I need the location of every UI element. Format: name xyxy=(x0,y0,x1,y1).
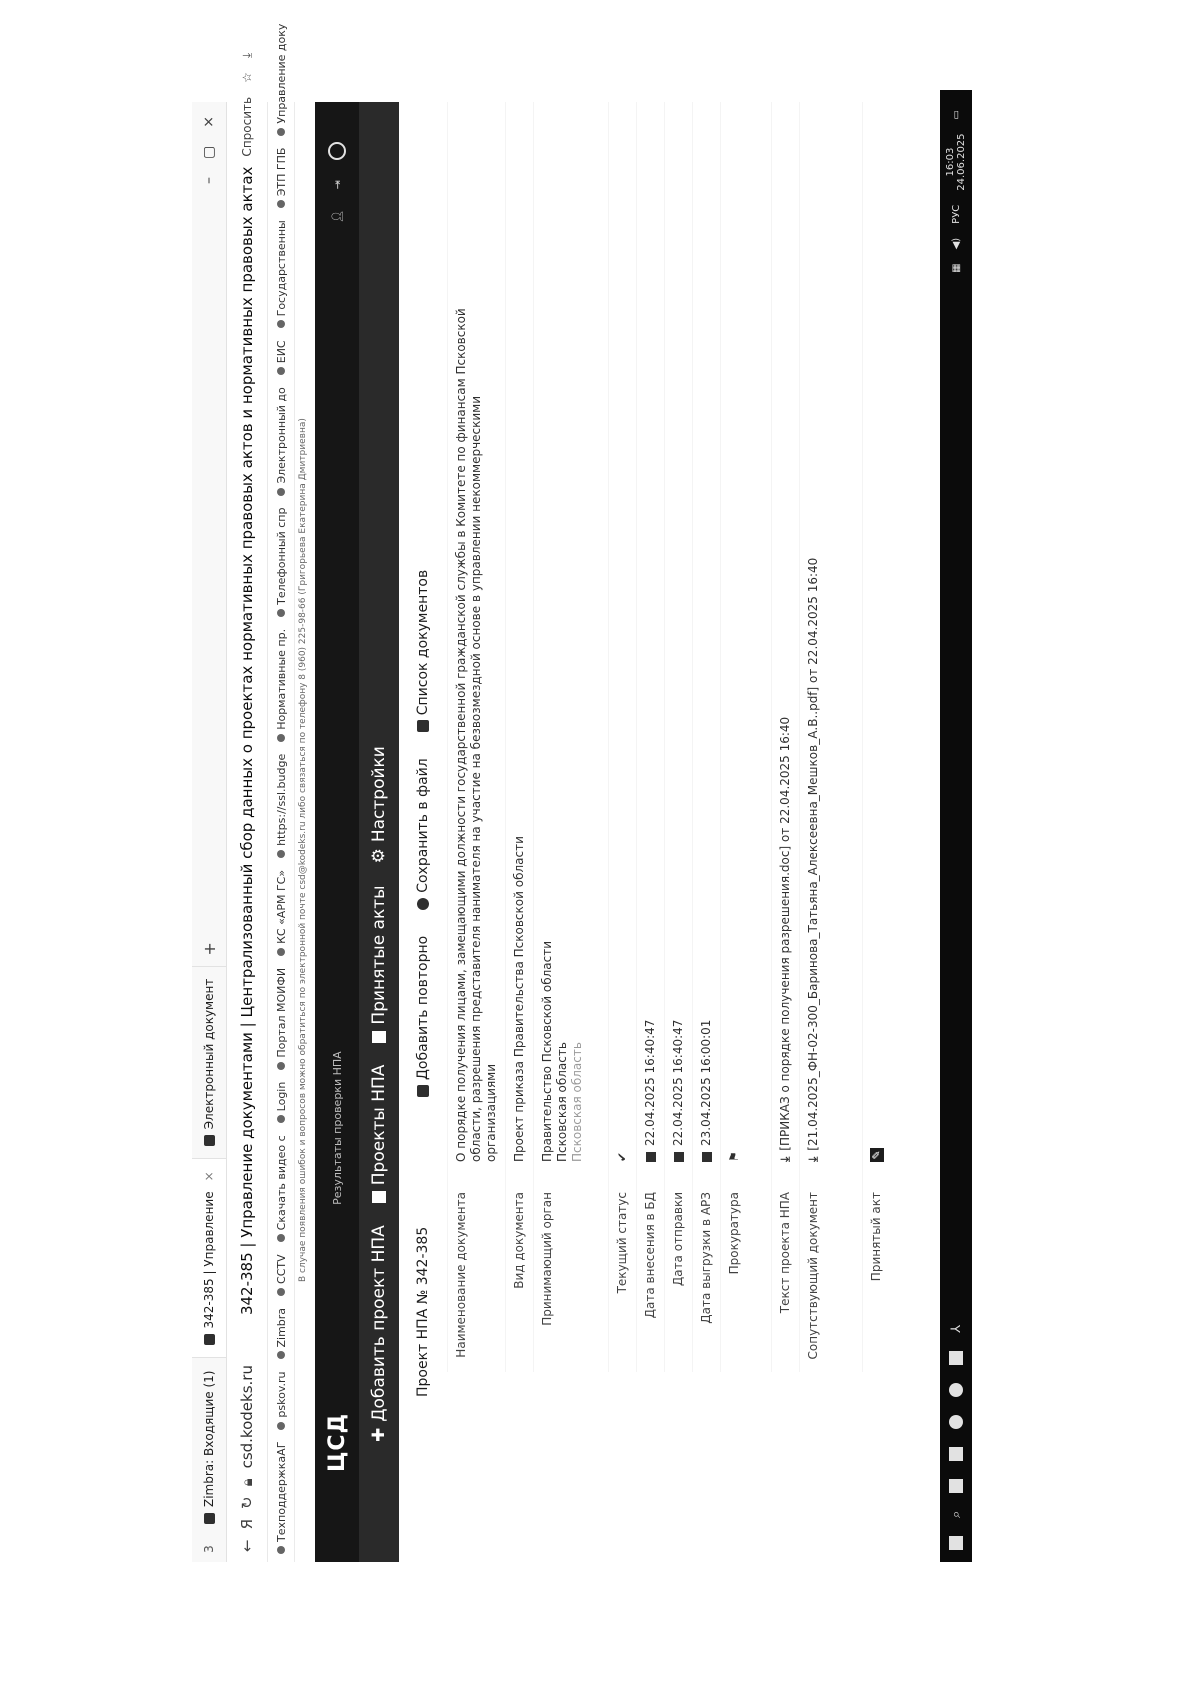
app-icon[interactable] xyxy=(949,1351,963,1365)
tab-management[interactable] xyxy=(192,1158,226,1357)
text-file-link[interactable]: [ПРИКАЗ о порядке получения разрешения.doc] от 22.04.2025 16:40 xyxy=(778,716,792,1151)
lock-icon: 🔒︎ xyxy=(238,1478,256,1487)
calendar-icon xyxy=(646,1152,656,1162)
field-label: Текст проекта НПА xyxy=(778,1192,792,1314)
field-label: Прокуратура xyxy=(727,1192,741,1275)
system-tray xyxy=(945,90,967,273)
field-label: Сопутствующий документ xyxy=(806,1192,820,1360)
field-value xyxy=(540,302,602,1162)
copy-icon xyxy=(417,1085,429,1097)
window-controls xyxy=(201,102,217,184)
bookmark-item[interactable]: Телефонный спр xyxy=(275,508,288,617)
list-icon xyxy=(417,720,429,732)
check-results-link[interactable]: Результаты проверки НПА xyxy=(330,1051,344,1205)
field-row-name xyxy=(447,102,505,1372)
logout-icon[interactable]: ⇥ xyxy=(330,180,344,190)
app-icon[interactable]: ⅄ xyxy=(948,1324,964,1333)
project-toolbar xyxy=(399,102,447,1562)
bookmark-item[interactable]: pskov.ru xyxy=(275,1372,288,1430)
yandex-icon[interactable]: Я xyxy=(238,1518,256,1530)
site-header xyxy=(315,102,359,1562)
close-window-icon[interactable]: × xyxy=(201,116,217,128)
address-bar xyxy=(227,52,268,1562)
ask-button[interactable]: Спросить xyxy=(239,96,254,157)
volume-icon[interactable]: ◀︎) xyxy=(950,237,962,250)
yandex-browser-icon[interactable] xyxy=(949,1415,963,1429)
support-notice: В случае появления ошибок и вопросов можно обратиться по электронной почте csd@kodeks.ru либо связаться по телефону 8 (960) 225-98-66 (Григорьева Екатерина Дмитриевна) xyxy=(298,418,308,1282)
field-row-arz-date xyxy=(692,102,720,1372)
yandex-browser-icon[interactable] xyxy=(949,1383,963,1397)
mail-icon xyxy=(204,1513,215,1524)
field-row-type xyxy=(505,102,533,1372)
main-nav xyxy=(359,102,399,1562)
field-row-prosecutor xyxy=(720,102,771,1372)
new-tab-button[interactable]: + xyxy=(199,942,219,956)
url-field[interactable]: csd.kodeks.ru xyxy=(238,1365,256,1469)
status-check-icon: ✔ xyxy=(615,1151,629,1162)
tab-label: Zimbra: Входящие (1) xyxy=(202,1370,216,1507)
field-label: Дата выгрузки в АРЗ xyxy=(699,1192,713,1324)
organ-line: Псковская область xyxy=(570,1042,584,1162)
network-icon[interactable]: ▦ xyxy=(950,263,962,273)
field-row-organ xyxy=(533,102,608,1372)
tab-zimbra[interactable] xyxy=(192,1358,226,1537)
rotated-screenshot xyxy=(192,23,972,1562)
bookmark-item[interactable]: Скачать видео с xyxy=(275,1135,288,1242)
field-label: Дата внесения в БД xyxy=(643,1192,657,1319)
bookmarks-bar xyxy=(268,23,295,1562)
field-value: Проект приказа Правительства Псковской области xyxy=(512,836,526,1162)
download-icon[interactable]: ⤓ xyxy=(806,1156,820,1162)
bookmark-item[interactable]: ЭТП ГПБ xyxy=(275,148,288,209)
tab-label: Электронный документ xyxy=(202,978,216,1130)
field-label: Принятый акт xyxy=(869,1192,883,1282)
bookmark-item[interactable]: ЕИС xyxy=(275,340,288,375)
bookmark-item[interactable]: CCTV xyxy=(275,1254,288,1296)
bookmark-item[interactable]: КС «АРМ ГС» xyxy=(275,870,288,956)
tab-label: 342-385 | Управление xyxy=(202,1191,216,1329)
field-label: Вид документа xyxy=(512,1192,526,1289)
project-number: Проект НПА № 342-385 xyxy=(415,1226,431,1397)
app-icon[interactable] xyxy=(949,1447,963,1461)
download-icon[interactable]: ⤓ xyxy=(778,1156,792,1162)
field-label: Текущий статус xyxy=(615,1192,629,1294)
organ-line: Правительство Псковской области xyxy=(540,940,554,1162)
tab-strip xyxy=(192,102,227,1562)
user-icon[interactable]: 👤︎ xyxy=(330,209,344,224)
mail-icon xyxy=(204,1135,215,1146)
gear-icon: ⚙ xyxy=(369,848,389,864)
field-value: 23.04.2025 16:00:01 xyxy=(699,1019,713,1146)
close-icon[interactable]: × xyxy=(202,1171,216,1182)
save-to-file-button[interactable]: Сохранить в файл xyxy=(415,758,431,910)
project-details xyxy=(447,102,890,1372)
windows-start-icon[interactable] xyxy=(949,1536,963,1550)
bookmark-item[interactable]: Управление доку xyxy=(275,24,288,136)
accompanying-file-link[interactable]: [21.04.2025_ФН-02-300_Баринова_Татьяна_Алексеевна_Мешков_А.В..pdf] от 22.04.2025 16:40 xyxy=(806,557,820,1151)
field-label: Наименование документа xyxy=(454,1192,468,1358)
nav-settings[interactable]: ⚙ Настройки xyxy=(369,746,389,864)
nav-add-project[interactable]: ✚ Добавить проект НПА xyxy=(369,1225,389,1442)
bookmark-item[interactable]: Zimbra xyxy=(275,1308,288,1360)
maximize-icon[interactable]: ▢ xyxy=(201,145,217,159)
field-row-sent-date xyxy=(664,102,692,1372)
doc-list-button[interactable]: Список документов xyxy=(415,570,431,732)
document-icon xyxy=(372,1031,386,1043)
notifications-icon[interactable]: ▭ xyxy=(950,110,962,120)
field-row-db-date xyxy=(636,102,664,1372)
calendar-icon xyxy=(702,1152,712,1162)
field-row-accompanying xyxy=(799,102,862,1372)
tab-electronic-doc[interactable] xyxy=(192,966,226,1159)
edit-icon[interactable]: ✎ xyxy=(870,1148,884,1162)
document-icon xyxy=(372,1191,386,1203)
bookmark-item[interactable]: Государственны xyxy=(275,220,288,328)
bookmark-item[interactable]: Электронный до xyxy=(275,387,288,495)
taskbar xyxy=(940,90,972,1562)
language-indicator[interactable]: РУС xyxy=(950,204,962,224)
bookmark-item[interactable]: https://ssl.budge xyxy=(275,754,288,858)
field-row-accepted-act xyxy=(862,102,890,1372)
field-value: 22.04.2025 16:40:47 xyxy=(671,1019,685,1146)
field-label: Дата отправки xyxy=(671,1192,685,1287)
field-value: О порядке получения лицами, замещающими должности государственной гражданской службы в Комитете по финансам Псковской области, разрешения представителя нанимателя на участие на безвозмездной основе в управлении некоммерческими организациями xyxy=(454,308,498,1162)
search-icon[interactable]: ⌕ xyxy=(948,1510,964,1518)
bookmark-item[interactable]: Login xyxy=(275,1082,288,1124)
field-row-text xyxy=(771,102,799,1372)
organ-line: Псковская область xyxy=(555,1042,569,1162)
bookmark-item[interactable]: ТехподдержкаАГ xyxy=(275,1442,288,1554)
minimize-icon[interactable]: – xyxy=(201,176,217,184)
tab-counter[interactable]: 3 xyxy=(202,1545,216,1553)
info-icon[interactable] xyxy=(328,142,346,160)
page-title: 342-385 | Управление документами | Централизованный сбор данных о проектах нормативных правовых актов и нормативных правовых актах xyxy=(238,166,256,1316)
plus-icon: ✚ xyxy=(369,1427,389,1442)
download-icon[interactable]: ⤓ xyxy=(239,52,254,59)
nav-accepted-acts[interactable]: Принятые акты xyxy=(369,885,389,1042)
bookmark-item[interactable]: Нормативные пр. xyxy=(275,629,288,742)
field-value: 22.04.2025 16:40:47 xyxy=(643,1019,657,1146)
flag-icon: ⚑ xyxy=(727,1151,741,1162)
nav-projects[interactable]: Проекты НПА xyxy=(369,1065,389,1204)
clock[interactable]: 16:03 24.06.2025 xyxy=(945,133,967,191)
field-label: Принимающий орган xyxy=(540,1192,554,1326)
add-again-button[interactable]: Добавить повторно xyxy=(415,936,431,1097)
task-view-icon[interactable] xyxy=(949,1479,963,1493)
bookmark-item[interactable]: Портал МОИФИ xyxy=(275,968,288,1070)
logo[interactable]: ЦСД xyxy=(324,1412,350,1472)
field-row-status xyxy=(608,102,636,1372)
save-icon xyxy=(417,898,429,910)
reload-icon[interactable]: ↻ xyxy=(238,1496,256,1509)
doc-icon xyxy=(204,1335,215,1346)
bookmark-star-icon[interactable]: ☆ xyxy=(239,72,254,83)
calendar-icon xyxy=(674,1152,684,1162)
back-icon[interactable]: ← xyxy=(238,1539,256,1552)
